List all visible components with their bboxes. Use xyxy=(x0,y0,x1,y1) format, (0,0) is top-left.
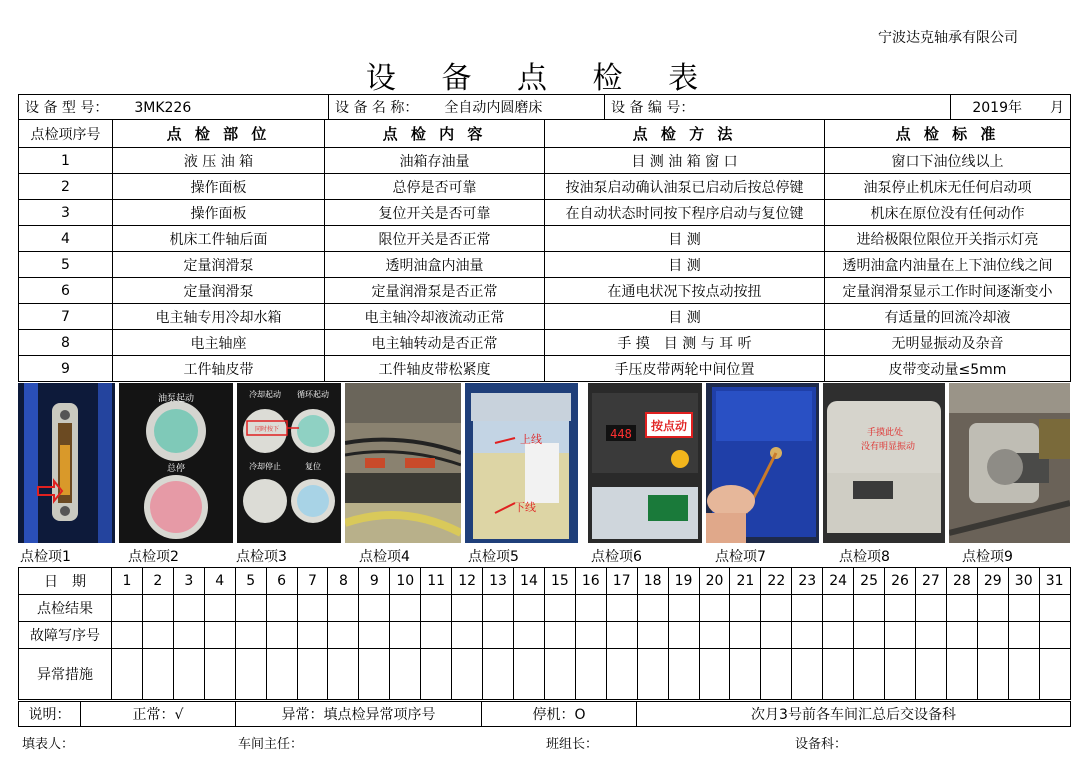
log-cell[interactable] xyxy=(204,649,235,700)
photo-label: 点检项5 xyxy=(468,549,519,565)
log-cell[interactable] xyxy=(452,622,483,649)
company-name: 宁波达克轴承有限公司 xyxy=(878,30,1018,46)
page-title: 设 备 点 检 表 xyxy=(365,61,717,96)
photo2-bottom-text: 总停 xyxy=(166,464,186,474)
day-number: 27 xyxy=(915,568,946,595)
log-cell[interactable] xyxy=(173,595,204,622)
name-value: 全自动内圆磨床 xyxy=(444,100,543,116)
notes-table xyxy=(18,701,1071,727)
log-cell[interactable] xyxy=(699,649,730,700)
log-cell[interactable] xyxy=(854,595,885,622)
day-number: 5 xyxy=(235,568,266,595)
day-number: 21 xyxy=(730,568,761,595)
photo-label: 点检项4 xyxy=(359,549,410,565)
photo-label: 点检项3 xyxy=(236,549,287,565)
fault-row xyxy=(19,622,1071,649)
day-number: 8 xyxy=(328,568,359,595)
item-seq: 8 xyxy=(19,330,113,356)
log-cell[interactable] xyxy=(761,649,792,700)
item-method: 目 测 xyxy=(545,252,825,278)
result-label: 点检结果 xyxy=(19,595,112,622)
log-cell[interactable] xyxy=(235,649,266,700)
log-cell[interactable] xyxy=(637,595,668,622)
number-cell xyxy=(605,95,951,120)
item-row xyxy=(19,252,1071,278)
day-number: 18 xyxy=(637,568,668,595)
notes-normal: 正常：√ xyxy=(81,702,236,727)
log-cell[interactable] xyxy=(977,649,1008,700)
day-number: 22 xyxy=(761,568,792,595)
log-cell[interactable] xyxy=(730,649,761,700)
item-row xyxy=(19,226,1071,252)
item-part: 定量润滑泵 xyxy=(113,252,325,278)
item-part: 工件轴皮带 xyxy=(113,356,325,382)
items-header-row xyxy=(19,120,1071,148)
log-cell[interactable] xyxy=(328,649,359,700)
item-method: 在通电状况下按点动按扭 xyxy=(545,278,825,304)
log-cell[interactable] xyxy=(266,595,297,622)
photo-operation-panel xyxy=(119,383,233,543)
photo5-bottom-text: 下线 xyxy=(514,501,536,514)
date-row xyxy=(19,568,1071,595)
item-content: 油箱存油量 xyxy=(325,148,545,174)
item-standard: 定量润滑泵显示工作时间逐渐变小 xyxy=(825,278,1071,304)
log-cell[interactable] xyxy=(575,622,606,649)
signature-dept: 设备科： xyxy=(795,737,848,752)
item-method: 目 测 xyxy=(545,304,825,330)
inspection-photos xyxy=(18,383,1070,543)
day-number: 20 xyxy=(699,568,730,595)
log-cell[interactable] xyxy=(483,595,514,622)
day-number: 31 xyxy=(1039,568,1070,595)
log-cell[interactable] xyxy=(915,649,946,700)
log-cell[interactable] xyxy=(452,649,483,700)
log-cell[interactable] xyxy=(1008,649,1039,700)
log-cell[interactable] xyxy=(544,622,575,649)
day-number: 25 xyxy=(854,568,885,595)
item-standard: 油泵停止机床无任何启动项 xyxy=(825,174,1071,200)
log-cell[interactable] xyxy=(173,649,204,700)
item-content: 限位开关是否正常 xyxy=(325,226,545,252)
log-cell[interactable] xyxy=(761,595,792,622)
log-cell[interactable] xyxy=(204,595,235,622)
log-cell[interactable] xyxy=(1039,622,1070,649)
notes-abnormal: 异常：填点检异常项序号 xyxy=(236,702,482,727)
log-cell[interactable] xyxy=(421,649,452,700)
item-standard: 窗口下油位线以上 xyxy=(825,148,1071,174)
day-number: 17 xyxy=(606,568,637,595)
log-cell[interactable] xyxy=(173,622,204,649)
log-cell[interactable] xyxy=(142,649,173,700)
item-method: 在自动状态时同按下程序启动与复位键 xyxy=(545,200,825,226)
log-cell[interactable] xyxy=(513,595,544,622)
log-cell[interactable] xyxy=(513,622,544,649)
log-cell[interactable] xyxy=(266,622,297,649)
log-cell[interactable] xyxy=(297,595,328,622)
day-number: 29 xyxy=(977,568,1008,595)
photo-reset-buttons xyxy=(237,383,341,543)
photo-cooling-tank xyxy=(706,383,819,543)
photo-limit-switch xyxy=(345,383,461,543)
log-cell[interactable] xyxy=(297,649,328,700)
method-header: 点 检 方 法 xyxy=(545,120,825,148)
item-part: 操作面板 xyxy=(113,174,325,200)
item-content: 工件轴皮带松紧度 xyxy=(325,356,545,382)
item-method: 手压皮带两轮中间位置 xyxy=(545,356,825,382)
result-row xyxy=(19,595,1071,622)
day-number: 4 xyxy=(204,568,235,595)
log-cell[interactable] xyxy=(513,649,544,700)
model-label: 设 备 型 号： xyxy=(25,100,109,116)
photo-label: 点检项8 xyxy=(839,549,890,565)
item-row xyxy=(19,148,1071,174)
notes-summary: 次月3号前各车间汇总后交设备科 xyxy=(637,702,1071,727)
log-cell[interactable] xyxy=(1039,649,1070,700)
photo-spindle-seat xyxy=(823,383,945,543)
log-cell[interactable] xyxy=(390,622,421,649)
photo-label: 点检项2 xyxy=(128,549,179,565)
log-cell[interactable] xyxy=(854,649,885,700)
item-seq: 6 xyxy=(19,278,113,304)
item-part: 电主轴座 xyxy=(113,330,325,356)
notes-stop: 停机：O xyxy=(482,702,637,727)
item-row xyxy=(19,330,1071,356)
log-cell[interactable] xyxy=(142,622,173,649)
photo-label: 点检项9 xyxy=(962,549,1013,565)
photo5-top-text: 上线 xyxy=(520,433,542,446)
day-number: 6 xyxy=(266,568,297,595)
log-cell[interactable] xyxy=(328,595,359,622)
log-cell[interactable] xyxy=(1008,622,1039,649)
photo-label: 点检项6 xyxy=(591,549,642,565)
photo3-d-text: 复位 xyxy=(305,462,321,471)
item-standard: 机床在原位没有任何动作 xyxy=(825,200,1071,226)
log-cell[interactable] xyxy=(946,649,977,700)
log-cell[interactable] xyxy=(854,622,885,649)
content-header: 点 检 内 容 xyxy=(325,120,545,148)
item-seq: 7 xyxy=(19,304,113,330)
day-number: 13 xyxy=(483,568,514,595)
photo8-note1: 手摸此处 xyxy=(867,428,904,438)
day-number: 3 xyxy=(173,568,204,595)
standard-header: 点 检 标 准 xyxy=(825,120,1071,148)
log-cell[interactable] xyxy=(730,622,761,649)
item-content: 透明油盒内油量 xyxy=(325,252,545,278)
photo3-c-text: 冷却停止 xyxy=(249,462,281,471)
photo-lubrication-pump xyxy=(465,383,578,543)
item-seq: 3 xyxy=(19,200,113,226)
log-cell[interactable] xyxy=(699,595,730,622)
measure-label: 异常措施 xyxy=(19,649,112,700)
log-cell[interactable] xyxy=(359,649,390,700)
log-cell[interactable] xyxy=(390,649,421,700)
log-cell[interactable] xyxy=(977,595,1008,622)
log-cell[interactable] xyxy=(575,595,606,622)
item-part: 定量润滑泵 xyxy=(113,278,325,304)
part-header: 点 检 部 位 xyxy=(113,120,325,148)
log-cell[interactable] xyxy=(606,649,637,700)
log-cell[interactable] xyxy=(668,595,699,622)
photo-pump-display xyxy=(588,383,702,543)
day-number: 23 xyxy=(792,568,823,595)
log-cell[interactable] xyxy=(915,622,946,649)
item-content: 总停是否可靠 xyxy=(325,174,545,200)
item-standard: 无明显振动及杂音 xyxy=(825,330,1071,356)
log-cell[interactable] xyxy=(637,622,668,649)
log-cell[interactable] xyxy=(885,649,916,700)
item-method: 手 摸 目 测 与 耳 听 xyxy=(545,330,825,356)
daily-log-table xyxy=(18,567,1071,700)
item-content: 复位开关是否可靠 xyxy=(325,200,545,226)
day-number: 11 xyxy=(421,568,452,595)
log-cell[interactable] xyxy=(637,649,668,700)
log-cell[interactable] xyxy=(112,649,143,700)
item-standard: 透明油盒内油量在上下油位线之间 xyxy=(825,252,1071,278)
item-part: 机床工件轴后面 xyxy=(113,226,325,252)
signature-director: 车间主任： xyxy=(238,737,304,752)
number-label: 设 备 编 号： xyxy=(611,100,695,116)
item-seq: 4 xyxy=(19,226,113,252)
log-cell[interactable] xyxy=(885,622,916,649)
measure-row xyxy=(19,649,1071,700)
log-cell[interactable] xyxy=(885,595,916,622)
photo-label: 点检项7 xyxy=(715,549,766,565)
log-cell[interactable] xyxy=(297,622,328,649)
fault-label: 故障写序号 xyxy=(19,622,112,649)
log-cell[interactable] xyxy=(946,622,977,649)
day-number: 14 xyxy=(513,568,544,595)
log-cell[interactable] xyxy=(390,595,421,622)
item-standard: 皮带变动量≤5mm xyxy=(825,356,1071,382)
log-cell[interactable] xyxy=(1039,595,1070,622)
photo-label: 点检项1 xyxy=(20,549,71,565)
signature-filler: 填表人： xyxy=(22,737,75,752)
item-seq: 9 xyxy=(19,356,113,382)
day-number: 24 xyxy=(823,568,854,595)
item-content: 电主轴转动是否正常 xyxy=(325,330,545,356)
photo3-a-text: 冷却起动 xyxy=(249,390,281,399)
day-number: 26 xyxy=(885,568,916,595)
log-cell[interactable] xyxy=(946,595,977,622)
equipment-info-table xyxy=(18,94,1071,119)
day-number: 1 xyxy=(112,568,143,595)
log-cell[interactable] xyxy=(235,622,266,649)
item-method: 按油泵启动确认油泵已启动后按总停键 xyxy=(545,174,825,200)
log-cell[interactable] xyxy=(823,595,854,622)
item-row xyxy=(19,356,1071,382)
item-content: 定量润滑泵是否正常 xyxy=(325,278,545,304)
item-row xyxy=(19,174,1071,200)
seq-header: 点检项序号 xyxy=(19,120,113,148)
date-label: 日 期 xyxy=(19,568,112,595)
log-cell[interactable] xyxy=(792,595,823,622)
item-row xyxy=(19,200,1071,226)
log-cell[interactable] xyxy=(1008,595,1039,622)
name-label: 设 备 名 称： xyxy=(335,100,419,116)
log-cell[interactable] xyxy=(544,595,575,622)
signature-leader: 班组长： xyxy=(546,737,599,752)
log-cell[interactable] xyxy=(823,649,854,700)
log-cell[interactable] xyxy=(204,622,235,649)
photo3-note-text: 同时按下 xyxy=(254,426,280,433)
log-cell[interactable] xyxy=(575,649,606,700)
log-cell[interactable] xyxy=(792,649,823,700)
log-cell[interactable] xyxy=(359,595,390,622)
log-cell[interactable] xyxy=(668,649,699,700)
item-seq: 2 xyxy=(19,174,113,200)
item-content: 电主轴冷却液流动正常 xyxy=(325,304,545,330)
photo3-b-text: 循环起动 xyxy=(297,390,329,399)
photo-oil-window xyxy=(18,383,115,543)
day-number: 15 xyxy=(544,568,575,595)
log-cell[interactable] xyxy=(421,622,452,649)
day-number: 19 xyxy=(668,568,699,595)
item-method: 目 测 xyxy=(545,226,825,252)
log-cell[interactable] xyxy=(235,595,266,622)
photo6-display: 448 xyxy=(610,427,632,441)
item-row xyxy=(19,278,1071,304)
log-cell[interactable] xyxy=(606,622,637,649)
log-cell[interactable] xyxy=(112,622,143,649)
log-cell[interactable] xyxy=(730,595,761,622)
day-number: 16 xyxy=(575,568,606,595)
log-cell[interactable] xyxy=(142,595,173,622)
log-cell[interactable] xyxy=(421,595,452,622)
log-cell[interactable] xyxy=(483,649,514,700)
photo-spindle-belt xyxy=(949,383,1070,543)
item-method: 目 测 油 箱 窗 口 xyxy=(545,148,825,174)
day-number: 10 xyxy=(390,568,421,595)
item-seq: 1 xyxy=(19,148,113,174)
model-value: 3MK226 xyxy=(134,100,192,116)
item-part: 操作面板 xyxy=(113,200,325,226)
day-number: 12 xyxy=(452,568,483,595)
log-cell[interactable] xyxy=(544,649,575,700)
inspection-items-table xyxy=(18,119,1071,382)
log-cell[interactable] xyxy=(452,595,483,622)
day-number: 9 xyxy=(359,568,390,595)
name-cell xyxy=(329,95,605,120)
photo2-top-text: 油泵起动 xyxy=(157,394,195,404)
date-cell: 2019年 月 xyxy=(951,95,1071,120)
log-cell[interactable] xyxy=(668,622,699,649)
photo6-tag: 按点动 xyxy=(650,419,688,433)
log-cell[interactable] xyxy=(112,595,143,622)
item-standard: 进给极限位限位开关指示灯亮 xyxy=(825,226,1071,252)
log-cell[interactable] xyxy=(792,622,823,649)
log-cell[interactable] xyxy=(699,622,730,649)
item-part: 电主轴专用冷却水箱 xyxy=(113,304,325,330)
log-cell[interactable] xyxy=(483,622,514,649)
day-number: 30 xyxy=(1008,568,1039,595)
notes-label: 说明： xyxy=(19,702,81,727)
item-seq: 5 xyxy=(19,252,113,278)
day-number: 7 xyxy=(297,568,328,595)
item-standard: 有适量的回流冷却液 xyxy=(825,304,1071,330)
model-cell xyxy=(19,95,329,120)
day-number: 28 xyxy=(946,568,977,595)
log-cell[interactable] xyxy=(977,622,1008,649)
log-cell[interactable] xyxy=(823,622,854,649)
log-cell[interactable] xyxy=(606,595,637,622)
photo8-note2: 没有明显振动 xyxy=(861,442,916,452)
item-part: 液 压 油 箱 xyxy=(113,148,325,174)
log-cell[interactable] xyxy=(266,649,297,700)
day-number: 2 xyxy=(142,568,173,595)
log-cell[interactable] xyxy=(328,622,359,649)
log-cell[interactable] xyxy=(761,622,792,649)
log-cell[interactable] xyxy=(359,622,390,649)
item-row xyxy=(19,304,1071,330)
log-cell[interactable] xyxy=(915,595,946,622)
